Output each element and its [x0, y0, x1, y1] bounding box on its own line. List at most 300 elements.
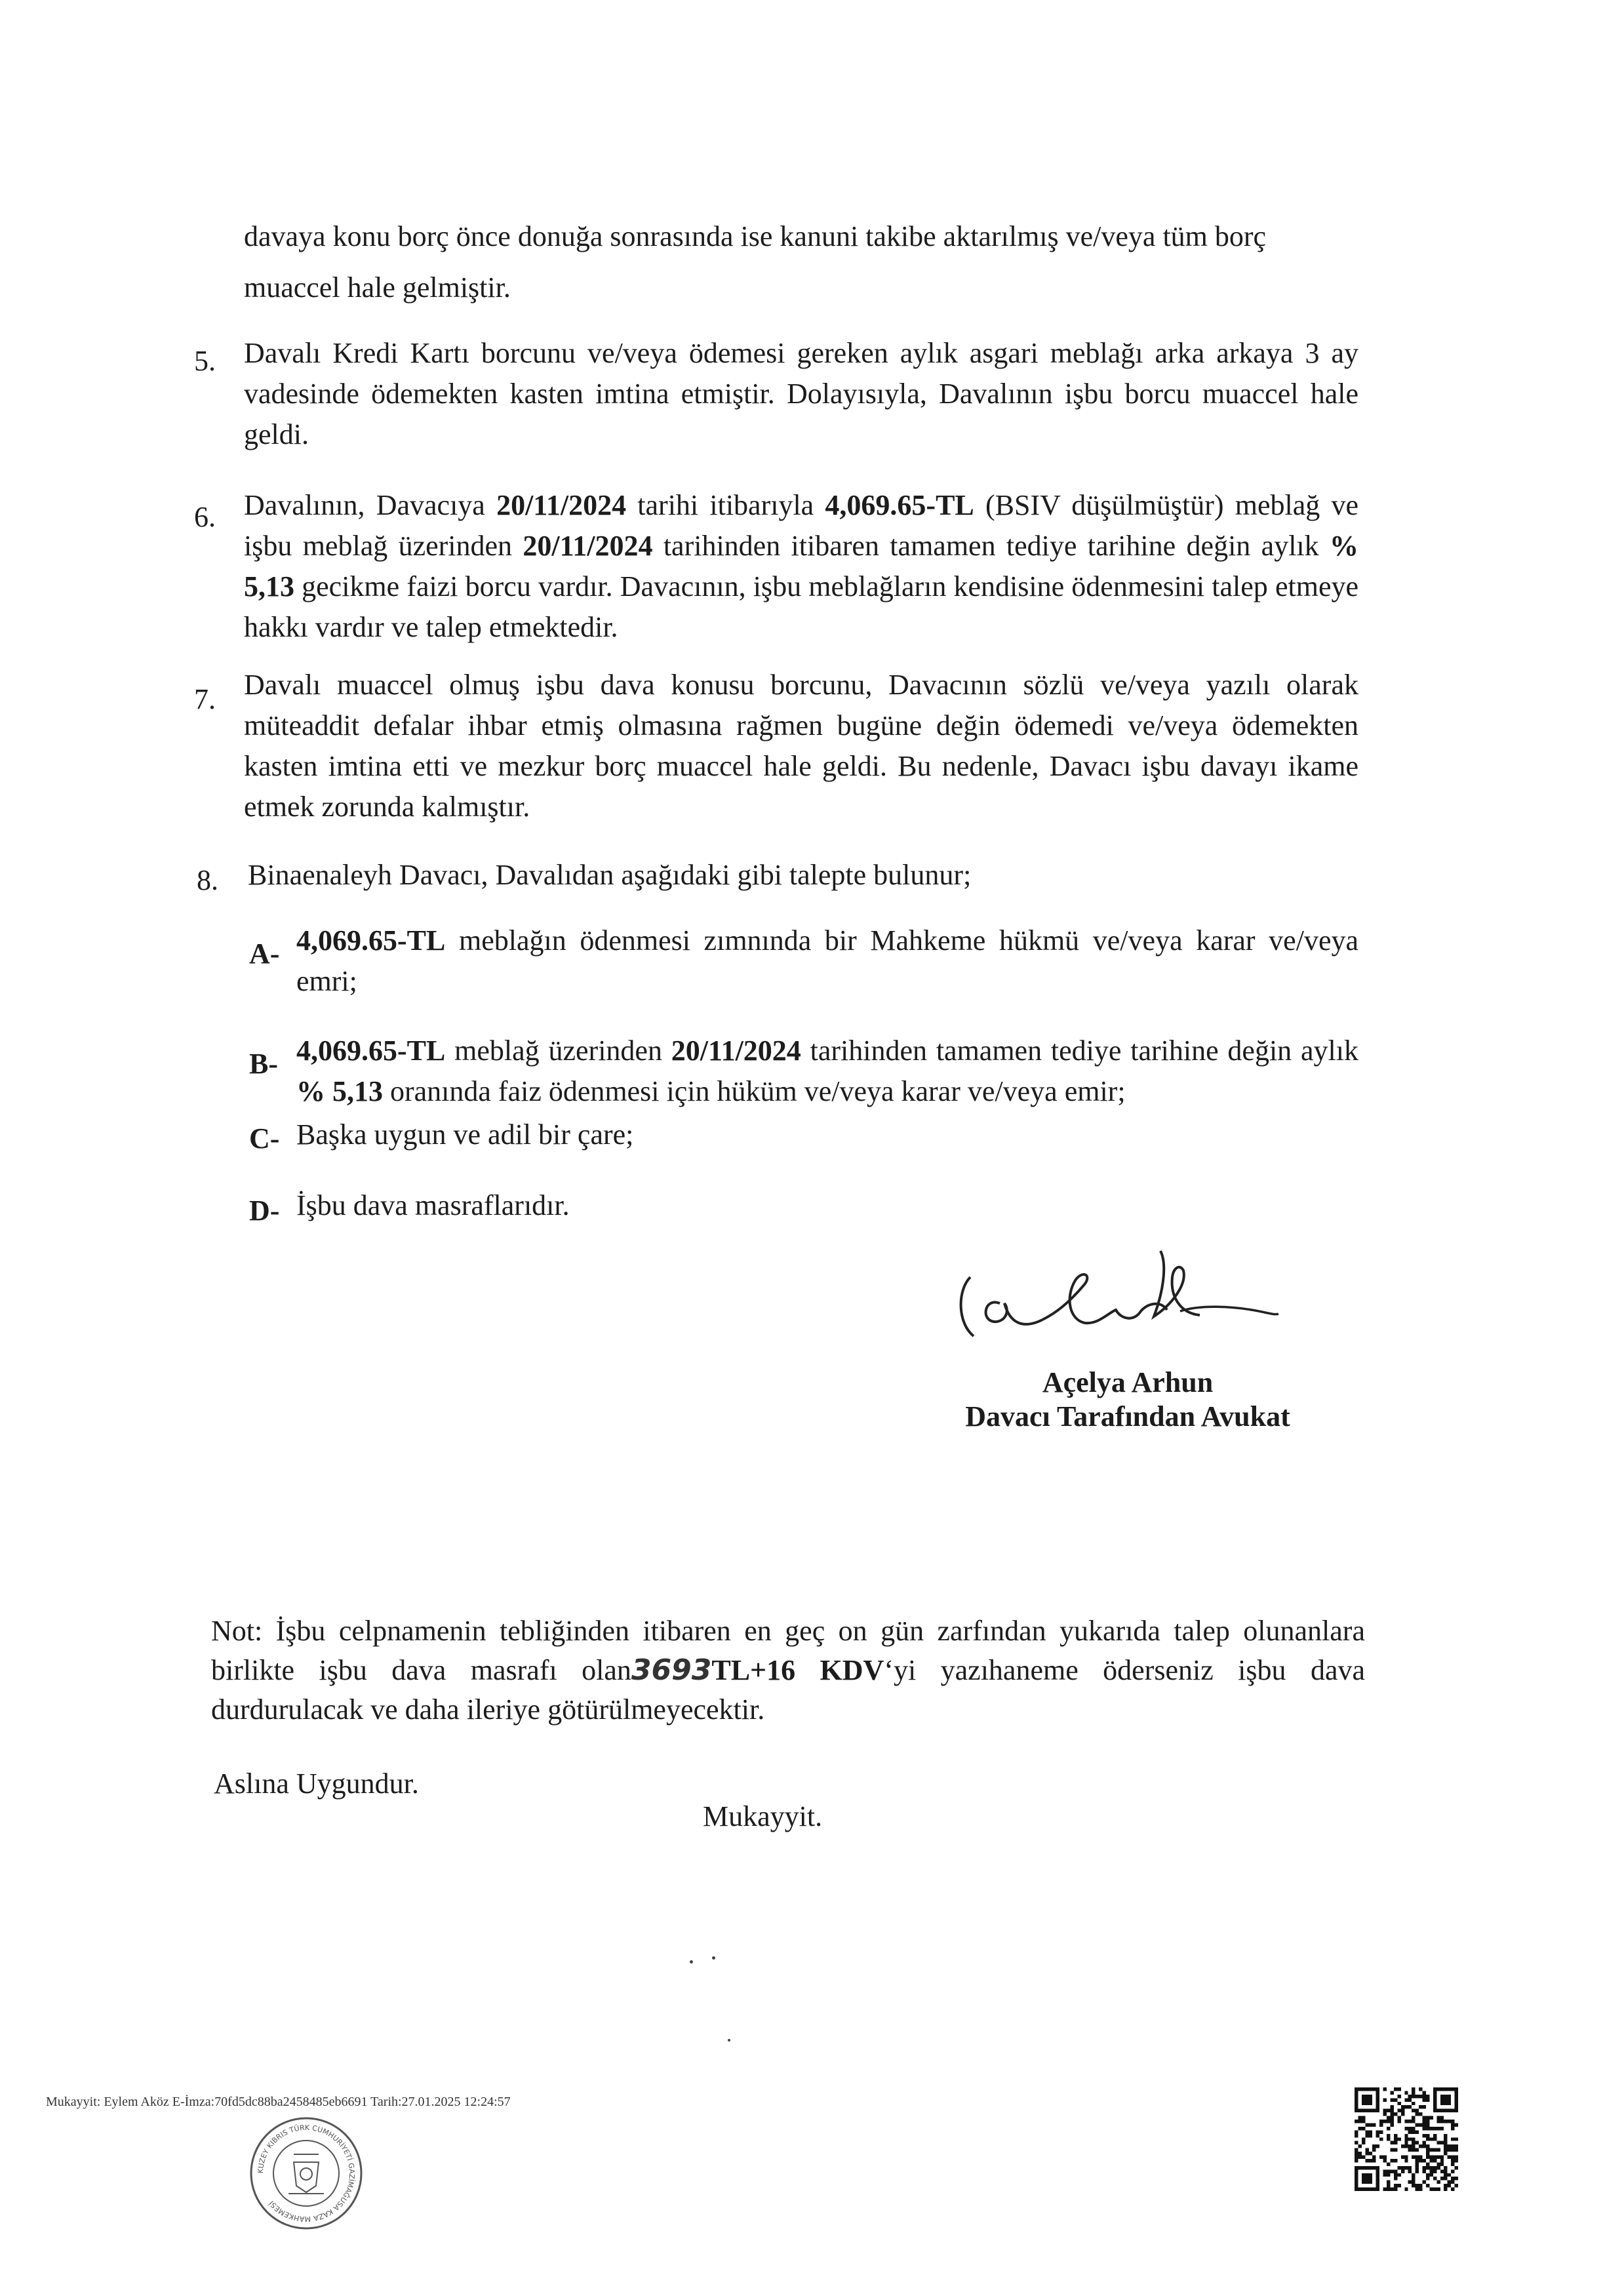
- qr-module: [1444, 2169, 1447, 2173]
- qr-module: [1426, 2177, 1429, 2180]
- qr-module: [1401, 2109, 1404, 2112]
- certification-text: Aslına Uygundur.: [214, 1767, 419, 1800]
- qr-module: [1448, 2156, 1451, 2159]
- claim-label: C-: [249, 1122, 280, 1155]
- qr-module: [1369, 2102, 1372, 2105]
- qr-module: [1444, 2177, 1447, 2180]
- qr-module: [1369, 2166, 1372, 2169]
- qr-module: [1419, 2095, 1422, 2098]
- qr-module: [1426, 2127, 1429, 2130]
- qr-module: [1448, 2109, 1451, 2112]
- qr-module: [1416, 2109, 1419, 2112]
- qr-module: [1408, 2169, 1412, 2173]
- qr-module: [1436, 2188, 1440, 2191]
- qr-module: [1358, 2144, 1361, 2148]
- qr-module: [1412, 2177, 1415, 2180]
- qr-module: [1451, 2137, 1454, 2141]
- qr-module: [1408, 2127, 1412, 2130]
- qr-module: [1436, 2156, 1440, 2159]
- qr-module: [1426, 2173, 1429, 2177]
- qr-module: [1448, 2144, 1451, 2148]
- qr-module: [1444, 2166, 1447, 2169]
- qr-module: [1436, 2120, 1440, 2123]
- qr-module: [1358, 2120, 1361, 2123]
- qr-module: [1394, 2188, 1397, 2191]
- handwritten-amount: 3693: [631, 1653, 712, 1687]
- qr-module: [1423, 2105, 1426, 2108]
- qr-module: [1429, 2116, 1433, 2120]
- qr-module: [1423, 2120, 1426, 2123]
- qr-module: [1397, 2095, 1400, 2098]
- qr-module: [1401, 2105, 1404, 2108]
- item-6-text: Davalının, Davacıya 20/11/2024 tarihi itibarıyla 4,069.65-TL (BSIV düşülmüştür) meblağ ve işbu meblağ üzerinden 20/11/2024 tarihinden itibaren tamamen tediye tarihine değin aylık % 5,13 gecikme faizi borcu vardır. Davacının, işbu meblağların kendisine ödenmesini talep etmeye hakkı vardır ve talep etmektedir.: [244, 489, 1359, 643]
- qr-module: [1397, 2173, 1400, 2177]
- qr-module: [1429, 2188, 1433, 2191]
- qr-module: [1440, 2120, 1444, 2123]
- qr-module: [1390, 2091, 1393, 2094]
- qr-module: [1451, 2177, 1454, 2180]
- qr-module: [1423, 2181, 1426, 2184]
- qr-module: [1412, 2087, 1415, 2091]
- qr-module: [1394, 2148, 1397, 2152]
- qr-module: [1372, 2109, 1376, 2112]
- qr-module: [1365, 2095, 1368, 2098]
- qr-module: [1444, 2109, 1447, 2112]
- qr-module: [1436, 2116, 1440, 2120]
- qr-module: [1355, 2120, 1358, 2123]
- qr-module: [1376, 2173, 1379, 2177]
- qr-module: [1408, 2148, 1412, 2152]
- qr-module: [1444, 2173, 1447, 2177]
- qr-module: [1416, 2184, 1419, 2187]
- qr-module: [1355, 2188, 1358, 2191]
- qr-module: [1412, 2173, 1415, 2177]
- qr-module: [1383, 2159, 1387, 2162]
- qr-module: [1401, 2169, 1404, 2173]
- qr-module: [1387, 2137, 1390, 2141]
- qr-module: [1412, 2091, 1415, 2094]
- qr-module: [1416, 2169, 1419, 2173]
- qr-module: [1372, 2087, 1376, 2091]
- qr-module: [1412, 2148, 1415, 2152]
- qr-module: [1376, 2169, 1379, 2173]
- qr-module: [1355, 2159, 1358, 2162]
- qr-module: [1429, 2156, 1433, 2159]
- qr-module: [1404, 2144, 1408, 2148]
- qr-module: [1426, 2116, 1429, 2120]
- qr-module: [1444, 2141, 1447, 2144]
- claim-label: B-: [249, 1048, 278, 1080]
- qr-module: [1423, 2134, 1426, 2137]
- qr-module: [1362, 2141, 1365, 2144]
- qr-module: [1362, 2188, 1365, 2191]
- qr-module: [1372, 2166, 1376, 2169]
- qr-module: [1433, 2166, 1436, 2169]
- qr-module: [1444, 2137, 1447, 2141]
- qr-module: [1362, 2098, 1365, 2101]
- qr-module: [1412, 2137, 1415, 2141]
- qr-module: [1419, 2112, 1422, 2116]
- qr-module: [1412, 2109, 1415, 2112]
- qr-module: [1390, 2105, 1393, 2108]
- qr-code: [1355, 2087, 1458, 2191]
- qr-module: [1436, 2109, 1440, 2112]
- qr-module: [1355, 2169, 1358, 2173]
- qr-module: [1362, 2177, 1365, 2180]
- qr-module: [1426, 2166, 1429, 2169]
- qr-module: [1433, 2091, 1436, 2094]
- qr-module: [1440, 2177, 1444, 2180]
- qr-module: [1365, 2109, 1368, 2112]
- qr-module: [1444, 2144, 1447, 2148]
- qr-module: [1397, 2120, 1400, 2123]
- qr-module: [1376, 2144, 1379, 2148]
- qr-module: [1397, 2109, 1400, 2112]
- qr-module: [1390, 2109, 1393, 2112]
- qr-module: [1394, 2112, 1397, 2116]
- qr-module: [1436, 2162, 1440, 2165]
- qr-module: [1397, 2116, 1400, 2120]
- qr-module: [1394, 2137, 1397, 2141]
- qr-module: [1369, 2188, 1372, 2191]
- qr-module: [1390, 2116, 1393, 2120]
- qr-module: [1369, 2173, 1372, 2177]
- qr-module: [1455, 2087, 1458, 2091]
- qr-module: [1404, 2091, 1408, 2094]
- qr-module: [1404, 2134, 1408, 2137]
- qr-module: [1444, 2152, 1447, 2155]
- qr-module: [1423, 2123, 1426, 2126]
- qr-module: [1444, 2098, 1447, 2101]
- qr-module: [1379, 2120, 1383, 2123]
- qr-module: [1455, 2159, 1458, 2162]
- qr-module: [1372, 2123, 1376, 2126]
- qr-module: [1358, 2156, 1361, 2159]
- qr-module: [1365, 2098, 1368, 2101]
- qr-module: [1379, 2130, 1383, 2133]
- qr-module: [1362, 2116, 1365, 2120]
- qr-module: [1412, 2116, 1415, 2120]
- qr-module: [1426, 2144, 1429, 2148]
- qr-module: [1451, 2127, 1454, 2130]
- qr-module: [1362, 2102, 1365, 2105]
- qr-module: [1376, 2188, 1379, 2191]
- qr-module: [1355, 2130, 1358, 2133]
- qr-module: [1419, 2184, 1422, 2187]
- qr-module: [1365, 2177, 1368, 2180]
- qr-module: [1426, 2134, 1429, 2137]
- e-signature-footer: Mukayyit: Eylem Aköz E-İmza:70fd5dc88ba2458485eb6691 Tarih:27.01.2025 12:24:57: [46, 2095, 511, 2109]
- qr-module: [1448, 2148, 1451, 2152]
- qr-module: [1416, 2130, 1419, 2133]
- qr-module: [1412, 2130, 1415, 2133]
- qr-module: [1358, 2087, 1361, 2091]
- qr-module: [1419, 2188, 1422, 2191]
- qr-module: [1440, 2156, 1444, 2159]
- qr-module: [1433, 2156, 1436, 2159]
- qr-module: [1416, 2166, 1419, 2169]
- qr-module: [1455, 2091, 1458, 2094]
- qr-module: [1383, 2188, 1387, 2191]
- intro-line-1: davaya konu borç önce donuğa sonrasında ise kanuni takibe aktarılmış ve/veya tüm borç: [244, 220, 1267, 252]
- qr-module: [1365, 2159, 1368, 2162]
- signature-scribble: [944, 1238, 1285, 1356]
- qr-module: [1387, 2120, 1390, 2123]
- qr-module: [1433, 2137, 1436, 2141]
- qr-module: [1369, 2095, 1372, 2098]
- qr-module: [1451, 2087, 1454, 2091]
- qr-module: [1440, 2095, 1444, 2098]
- qr-module: [1394, 2159, 1397, 2162]
- qr-module: [1369, 2177, 1372, 2180]
- qr-module: [1444, 2120, 1447, 2123]
- qr-module: [1376, 2109, 1379, 2112]
- qr-module: [1408, 2166, 1412, 2169]
- item-number: 8.: [197, 864, 218, 896]
- qr-module: [1387, 2181, 1390, 2184]
- qr-module: [1416, 2112, 1419, 2116]
- qr-module: [1451, 2181, 1454, 2184]
- qr-module: [1365, 2181, 1368, 2184]
- qr-module: [1404, 2120, 1408, 2123]
- qr-module: [1376, 2134, 1379, 2137]
- qr-module: [1416, 2156, 1419, 2159]
- qr-module: [1416, 2159, 1419, 2162]
- qr-module: [1426, 2095, 1429, 2098]
- qr-module: [1369, 2130, 1372, 2133]
- qr-module: [1379, 2156, 1383, 2159]
- qr-module: [1444, 2087, 1447, 2091]
- qr-module: [1362, 2181, 1365, 2184]
- qr-module: [1394, 2098, 1397, 2101]
- qr-module: [1387, 2109, 1390, 2112]
- qr-module: [1390, 2148, 1393, 2152]
- qr-module: [1404, 2166, 1408, 2169]
- qr-module: [1440, 2102, 1444, 2105]
- qr-module: [1426, 2152, 1429, 2155]
- qr-module: [1383, 2156, 1387, 2159]
- qr-module: [1419, 2087, 1422, 2091]
- qr-module: [1372, 2188, 1376, 2191]
- qr-module: [1455, 2098, 1458, 2101]
- qr-module: [1433, 2177, 1436, 2180]
- qr-module: [1419, 2144, 1422, 2148]
- qr-module: [1358, 2109, 1361, 2112]
- qr-module: [1444, 2095, 1447, 2098]
- svg-text:KUZEY KIBRIS TÜRK CUMHURİYETİ: [256, 2123, 356, 2223]
- qr-module: [1355, 2087, 1358, 2091]
- claim-b-text: 4,069.65-TL meblağ üzerinden 20/11/2024 tarihinden tamamen tediye tarihine değin aylık % 5,13 oranında faiz ödenmesi için hüküm ve/veya karar ve/veya emir;: [296, 1035, 1358, 1107]
- qr-module: [1429, 2173, 1433, 2177]
- qr-module: [1376, 2130, 1379, 2133]
- qr-module: [1387, 2184, 1390, 2187]
- qr-module: [1412, 2181, 1415, 2184]
- qr-module: [1379, 2123, 1383, 2126]
- qr-module: [1444, 2184, 1447, 2187]
- qr-module: [1416, 2095, 1419, 2098]
- qr-module: [1408, 2144, 1412, 2148]
- claim-d-text: İşbu dava masraflarıdır.: [296, 1189, 570, 1221]
- qr-module: [1429, 2148, 1433, 2152]
- qr-module: [1440, 2162, 1444, 2165]
- qr-module: [1404, 2188, 1408, 2191]
- qr-module: [1448, 2184, 1451, 2187]
- qr-module: [1365, 2087, 1368, 2091]
- qr-module: [1383, 2098, 1387, 2101]
- qr-module: [1404, 2156, 1408, 2159]
- qr-module: [1440, 2127, 1444, 2130]
- qr-module: [1440, 2169, 1444, 2173]
- qr-module: [1397, 2166, 1400, 2169]
- qr-module: [1426, 2137, 1429, 2141]
- qr-module: [1455, 2109, 1458, 2112]
- qr-module: [1404, 2127, 1408, 2130]
- qr-module: [1401, 2112, 1404, 2116]
- qr-module: [1423, 2095, 1426, 2098]
- qr-module: [1433, 2188, 1436, 2191]
- qr-module: [1440, 2116, 1444, 2120]
- qr-module: [1426, 2098, 1429, 2101]
- qr-module: [1355, 2156, 1358, 2159]
- qr-module: [1404, 2159, 1408, 2162]
- item-8-text: Binaenaleyh Davacı, Davalıdan aşağıdaki gibi talepte bulunur;: [248, 859, 972, 891]
- qr-module: [1455, 2144, 1458, 2148]
- qr-module: [1455, 2102, 1458, 2105]
- qr-module: [1451, 2120, 1454, 2123]
- qr-module: [1451, 2109, 1454, 2112]
- qr-module: [1362, 2173, 1365, 2177]
- qr-module: [1362, 2087, 1365, 2091]
- qr-module: [1365, 2134, 1368, 2137]
- qr-module: [1369, 2123, 1372, 2126]
- qr-module: [1355, 2166, 1358, 2169]
- qr-module: [1401, 2144, 1404, 2148]
- qr-module: [1355, 2152, 1358, 2155]
- court-seal: [248, 2115, 365, 2232]
- signatory-name: Açelya Arhun: [1042, 1366, 1214, 1398]
- qr-module: [1448, 2120, 1451, 2123]
- qr-module: [1383, 2087, 1387, 2091]
- qr-module: [1455, 2137, 1458, 2141]
- qr-module: [1448, 2095, 1451, 2098]
- qr-module: [1358, 2166, 1361, 2169]
- qr-module: [1444, 2148, 1447, 2152]
- qr-module: [1358, 2152, 1361, 2155]
- qr-module: [1448, 2087, 1451, 2091]
- qr-module: [1358, 2116, 1361, 2120]
- qr-module: [1355, 2141, 1358, 2144]
- item-number: 7.: [194, 683, 216, 715]
- qr-module: [1433, 2102, 1436, 2105]
- qr-module: [1455, 2105, 1458, 2108]
- qr-module: [1390, 2120, 1393, 2123]
- qr-module: [1404, 2141, 1408, 2144]
- qr-module: [1390, 2112, 1393, 2116]
- qr-module: [1451, 2156, 1454, 2159]
- qr-module: [1397, 2137, 1400, 2141]
- qr-module: [1416, 2141, 1419, 2144]
- qr-module: [1440, 2141, 1444, 2144]
- qr-module: [1429, 2166, 1433, 2169]
- item-5-text: Davalı Kredi Kartı borcunu ve/veya ödemesi gereken aylık asgari meblağı arka arkaya 3 ay vadesinde ödemekten kasten imtina etmiştir. Dolayısıyla, Davalının işbu borcu muaccel hale geldi.: [244, 337, 1358, 450]
- qr-module: [1455, 2156, 1458, 2159]
- qr-module: [1362, 2127, 1365, 2130]
- qr-module: [1433, 2087, 1436, 2091]
- qr-module: [1419, 2105, 1422, 2108]
- qr-module: [1426, 2156, 1429, 2159]
- qr-module: [1362, 2166, 1365, 2169]
- qr-module: [1419, 2156, 1422, 2159]
- qr-module: [1433, 2109, 1436, 2112]
- qr-module: [1394, 2134, 1397, 2137]
- qr-module: [1404, 2137, 1408, 2141]
- qr-module: [1365, 2188, 1368, 2191]
- qr-module: [1444, 2134, 1447, 2137]
- qr-module: [1369, 2098, 1372, 2101]
- qr-module: [1387, 2134, 1390, 2137]
- qr-module: [1436, 2141, 1440, 2144]
- qr-module: [1355, 2148, 1358, 2152]
- qr-module: [1397, 2184, 1400, 2187]
- qr-module: [1429, 2127, 1433, 2130]
- claim-label: D-: [249, 1194, 280, 1227]
- qr-module: [1355, 2098, 1358, 2101]
- qr-module: [1429, 2169, 1433, 2173]
- qr-module: [1369, 2109, 1372, 2112]
- qr-module: [1408, 2098, 1412, 2101]
- qr-module: [1401, 2156, 1404, 2159]
- qr-module: [1387, 2169, 1390, 2173]
- qr-module: [1423, 2091, 1426, 2094]
- qr-module: [1433, 2148, 1436, 2152]
- qr-module: [1376, 2087, 1379, 2091]
- qr-module: [1433, 2098, 1436, 2101]
- qr-module: [1394, 2141, 1397, 2144]
- qr-module: [1355, 2105, 1358, 2108]
- qr-module: [1387, 2116, 1390, 2120]
- scan-speck: [690, 1960, 693, 1964]
- qr-module: [1358, 2127, 1361, 2130]
- qr-module: [1401, 2166, 1404, 2169]
- item-number: 6.: [194, 501, 216, 533]
- qr-module: [1412, 2144, 1415, 2148]
- qr-module: [1376, 2091, 1379, 2094]
- qr-module: [1365, 2166, 1368, 2169]
- qr-module: [1369, 2087, 1372, 2091]
- qr-module: [1355, 2173, 1358, 2177]
- qr-module: [1383, 2120, 1387, 2123]
- qr-module: [1433, 2169, 1436, 2173]
- qr-module: [1387, 2173, 1390, 2177]
- qr-module: [1436, 2127, 1440, 2130]
- qr-module: [1423, 2144, 1426, 2148]
- qr-module: [1419, 2159, 1422, 2162]
- scan-speck: [712, 1956, 715, 1960]
- qr-module: [1404, 2105, 1408, 2108]
- qr-module: [1369, 2181, 1372, 2184]
- qr-module: [1419, 2123, 1422, 2126]
- qr-module: [1404, 2098, 1408, 2101]
- qr-module: [1394, 2184, 1397, 2187]
- qr-module: [1451, 2162, 1454, 2165]
- qr-module: [1423, 2141, 1426, 2144]
- qr-module: [1355, 2181, 1358, 2184]
- qr-module: [1412, 2095, 1415, 2098]
- qr-module: [1433, 2095, 1436, 2098]
- qr-module: [1436, 2148, 1440, 2152]
- qr-module: [1423, 2169, 1426, 2173]
- qr-module: [1436, 2166, 1440, 2169]
